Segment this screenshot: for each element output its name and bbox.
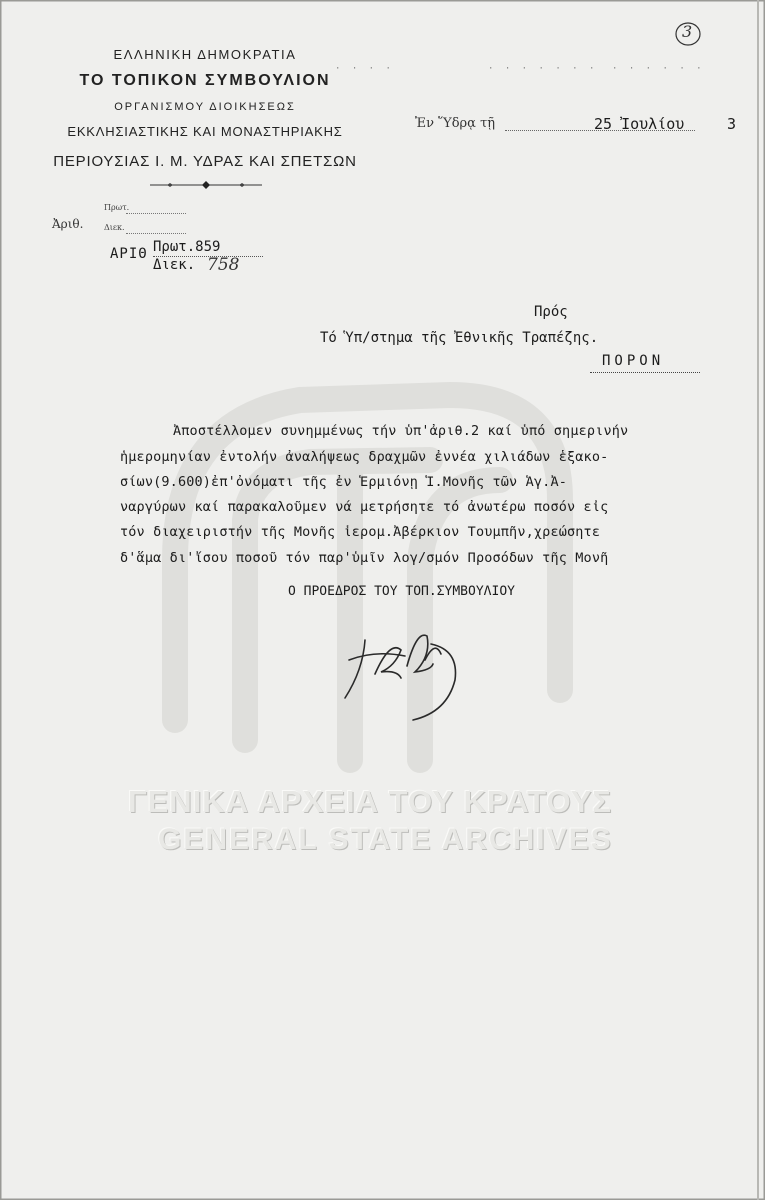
prot-dotted-line bbox=[126, 213, 186, 214]
watermark-greek: ΓΕΝΙΚΑ ΑΡΧΕΙΑ ΤΟΥ ΚΡΑΤΟΥΣ bbox=[128, 784, 612, 819]
date-handwritten: 25 Ἰουλίου bbox=[594, 115, 685, 133]
diek-small-label: Διεκ. bbox=[104, 223, 125, 232]
protocol-number: Πρωτ.859 bbox=[153, 239, 221, 255]
diek-dotted-line bbox=[126, 233, 186, 234]
body-line: δ'ἅμα δι'ἴσου ποσοῦ τόν παρ'ὑμῖν λογ/σμόν Προσόδων τῆς Μονῆ bbox=[120, 550, 609, 566]
body-line: ἡμερομηνίαν ἐντολήν ἀναλήψεως δραχμῶν ἐννέα χιλιάδων ἑξακο- bbox=[120, 449, 609, 465]
decorative-dots: · · · · · · bbox=[612, 64, 705, 74]
decorative-dots: · · · · bbox=[335, 64, 394, 74]
place-label: Ἐν Ὕδρᾳ τῇ bbox=[415, 116, 496, 131]
letterhead-ornament bbox=[150, 180, 262, 190]
diekperaiosi-label: Διεκ. bbox=[153, 257, 196, 273]
recipient-city: ΠΟΡΟΝ bbox=[602, 353, 665, 369]
arith-stamp: ΑΡΙΘ bbox=[110, 246, 148, 262]
arith-label: Ἀριθ. bbox=[52, 217, 84, 231]
body-line: ναργύρων καί παρακαλοῦμεν νά μετρήσητε τό ἀνωτέρω ποσόν εἰς bbox=[120, 499, 609, 515]
recipient-city-underline bbox=[590, 372, 700, 373]
body-line: σίων(9.600)ἐπ'ὀνόματι τῆς ἐν Ἑρμιόνῃ Ἱ.Μονῆς τῶν Ἁγ.Ἀ- bbox=[120, 474, 567, 490]
decorative-dots: · · · · · · · bbox=[488, 64, 598, 74]
body-line: Ἀποστέλλομεν συνημμένως τήν ὑπ'ἀριθ.2 καί ὑπό σημερινήν bbox=[173, 423, 629, 439]
signature-title: Ο ΠΡΟΕΔΡΟΣ ΤΟΥ ΤΟΠ.ΣΥΜΒΟΥΛΙΟΥ bbox=[288, 584, 515, 599]
recipient-pros: Πρός bbox=[534, 304, 568, 320]
page-number: 3 bbox=[682, 22, 693, 41]
letterhead-organization: ΟΡΓΑΝΙΣΜΟΥ ΔΙΟΙΚΗΣΕΩΣ bbox=[114, 101, 296, 113]
diekperaiosi-number: 758 bbox=[207, 255, 240, 275]
body-line: τόν διαχειριστήν τῆς Μονῆς ἱερομ.Ἀβέρκιον Τουμπῆν,χρεώσητε bbox=[120, 524, 601, 540]
letterhead-ecclesiastical: ΕΚΚΛΗΣΙΑΣΤΙΚΗΣ ΚΑΙ ΜΟΝΑΣΤΗΡΙΑΚΗΣ bbox=[67, 124, 343, 139]
handwritten-signature bbox=[335, 620, 475, 730]
prot-small-label: Πρωτ. bbox=[104, 203, 130, 212]
recipient-bank: Τό Ὑπ/στημα τῆς Ἐθνικῆς Τραπέζης. bbox=[320, 330, 599, 346]
date-year-digit: 3 bbox=[727, 115, 737, 133]
letterhead-council: ΤΟ ΤΟΠΙΚΟΝ ΣΥΜΒΟΥΛΙΟΝ bbox=[79, 72, 331, 89]
letterhead-republic: ΕΛΛΗΝΙΚΗ ΔΗΜΟΚΡΑΤΙΑ bbox=[113, 47, 297, 62]
letterhead-property: ΠΕΡΙΟΥΣΙΑΣ Ι. Μ. ΥΔΡΑΣ ΚΑΙ ΣΠΕΤΣΩΝ bbox=[53, 153, 357, 170]
watermark-english: GENERAL STATE ARCHIVES bbox=[158, 823, 613, 856]
